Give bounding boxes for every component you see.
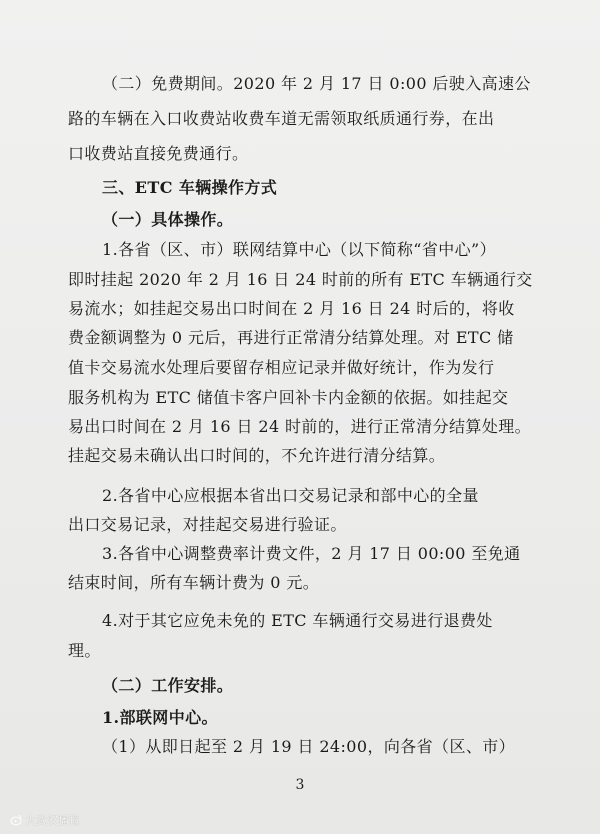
watermark — [10, 811, 80, 829]
paragraph-line: 路的车辆在入口收费站收费车道无需领取纸质通行券，在出 — [68, 109, 495, 128]
paragraph-line: 2.各省中心应根据本省出口交易记录和部中心的全量 — [102, 486, 479, 505]
paragraph-line: （二）免费期间。2020 年 2 月 17 日 0:00 后驶入高速公 — [102, 74, 531, 93]
subsection-heading: （二）工作安排。 — [102, 676, 234, 695]
paragraph-line: 口收费站直接免费通行。 — [68, 144, 249, 163]
paragraph-line: 4.对于其它应免未免的 ETC 车辆通行交易进行退费处 — [102, 611, 493, 630]
paragraph-line: 1.各省（区、市）联网结算中心（以下简称“省中心”） — [102, 240, 497, 259]
paragraph-line: 理。 — [68, 641, 101, 660]
paragraph-line: 服务机构为 ETC 储值卡客户回补卡内金额的依据。如挂起交 — [68, 388, 509, 407]
paragraph-line: 费金额调整为 0 元后，再进行正常清分结算处理。对 ETC 储 — [68, 328, 514, 347]
weibo-icon — [10, 814, 22, 826]
paragraph-line: 3.各省中心调整费率计费文件，2 月 17 日 00:00 至免通 — [102, 544, 521, 563]
paragraph-line: 即时挂起 2020 年 2 月 16 日 24 时前的所有 ETC 车辆通行交 — [68, 270, 533, 289]
paragraph-line: 易出口时间在 2 月 16 日 24 时前的，进行正常清分结算处理。 — [68, 417, 532, 436]
paragraph-line: 挂起交易未确认出口时间的，不允许进行清分结算。 — [68, 446, 446, 465]
paragraph-line: （1）从即日起至 2 月 19 日 24:00，向各省（区、市） — [102, 737, 516, 756]
paragraph-line: 易流水；如挂起交易出口时间在 2 月 16 日 24 时后的，将收 — [68, 299, 515, 318]
subsection-heading: （一）具体操作。 — [102, 210, 234, 229]
paragraph-line: 值卡交易流水处理后要留存相应记录并做好统计，作为发行 — [68, 358, 495, 377]
section-heading: 三、ETC 车辆操作方式 — [102, 178, 278, 197]
paragraph-line: 出口交易记录，对挂起交易进行验证。 — [68, 515, 347, 534]
page-number: 3 — [295, 777, 305, 793]
paragraph-line: 结束时间，所有车辆计费为 0 元。 — [68, 573, 320, 592]
watermark-text: 大武汉播报 — [25, 814, 80, 827]
subsection-heading: 1.部联网中心。 — [102, 708, 218, 727]
